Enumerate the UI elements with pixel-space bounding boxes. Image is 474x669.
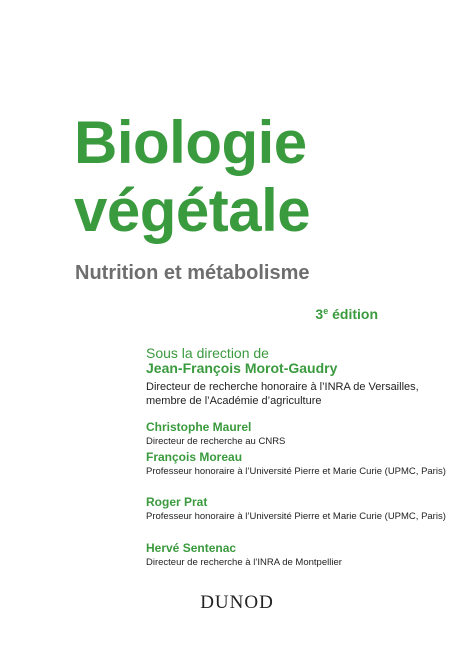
author-name: Hervé Sentenac (146, 541, 237, 555)
director-name: Jean-François Morot-Gaudry (146, 360, 338, 376)
author-entry (146, 450, 456, 479)
edition-number: 3 (315, 306, 324, 322)
author-entry (146, 541, 456, 570)
author-role: Professeur honoraire à l’Université Pierre et Marie Curie (UPMC, Paris) (146, 511, 446, 522)
author-name: Roger Prat (146, 495, 208, 509)
edition-label (315, 306, 378, 322)
edition-ordinal-suffix: e (323, 306, 329, 316)
book-subtitle: Nutrition et métabolisme (75, 262, 310, 284)
director-description: Directeur de recherche honoraire à l’INRA de Versailles, membre de l’Académie d’agriculture (146, 381, 419, 407)
author-name: Christophe Maurel (146, 420, 252, 434)
author-role: Directeur de recherche au CNRS (146, 436, 286, 447)
book-title-line-1: Biologie (74, 109, 307, 176)
author-entry (146, 495, 456, 524)
book-title-line-2: végétale (74, 177, 311, 244)
author-name: François Moreau (146, 450, 243, 464)
edition-text: édition (328, 306, 378, 322)
publisher-logo: DUNOD (200, 592, 274, 613)
direction-intro: Sous la direction de (146, 345, 269, 361)
author-role: Professeur honoraire à l’Université Pierre et Marie Curie (UPMC, Paris) (146, 466, 446, 477)
author-role: Directeur de recherche à l’INRA de Montpellier (146, 557, 342, 568)
author-entry (146, 420, 456, 449)
